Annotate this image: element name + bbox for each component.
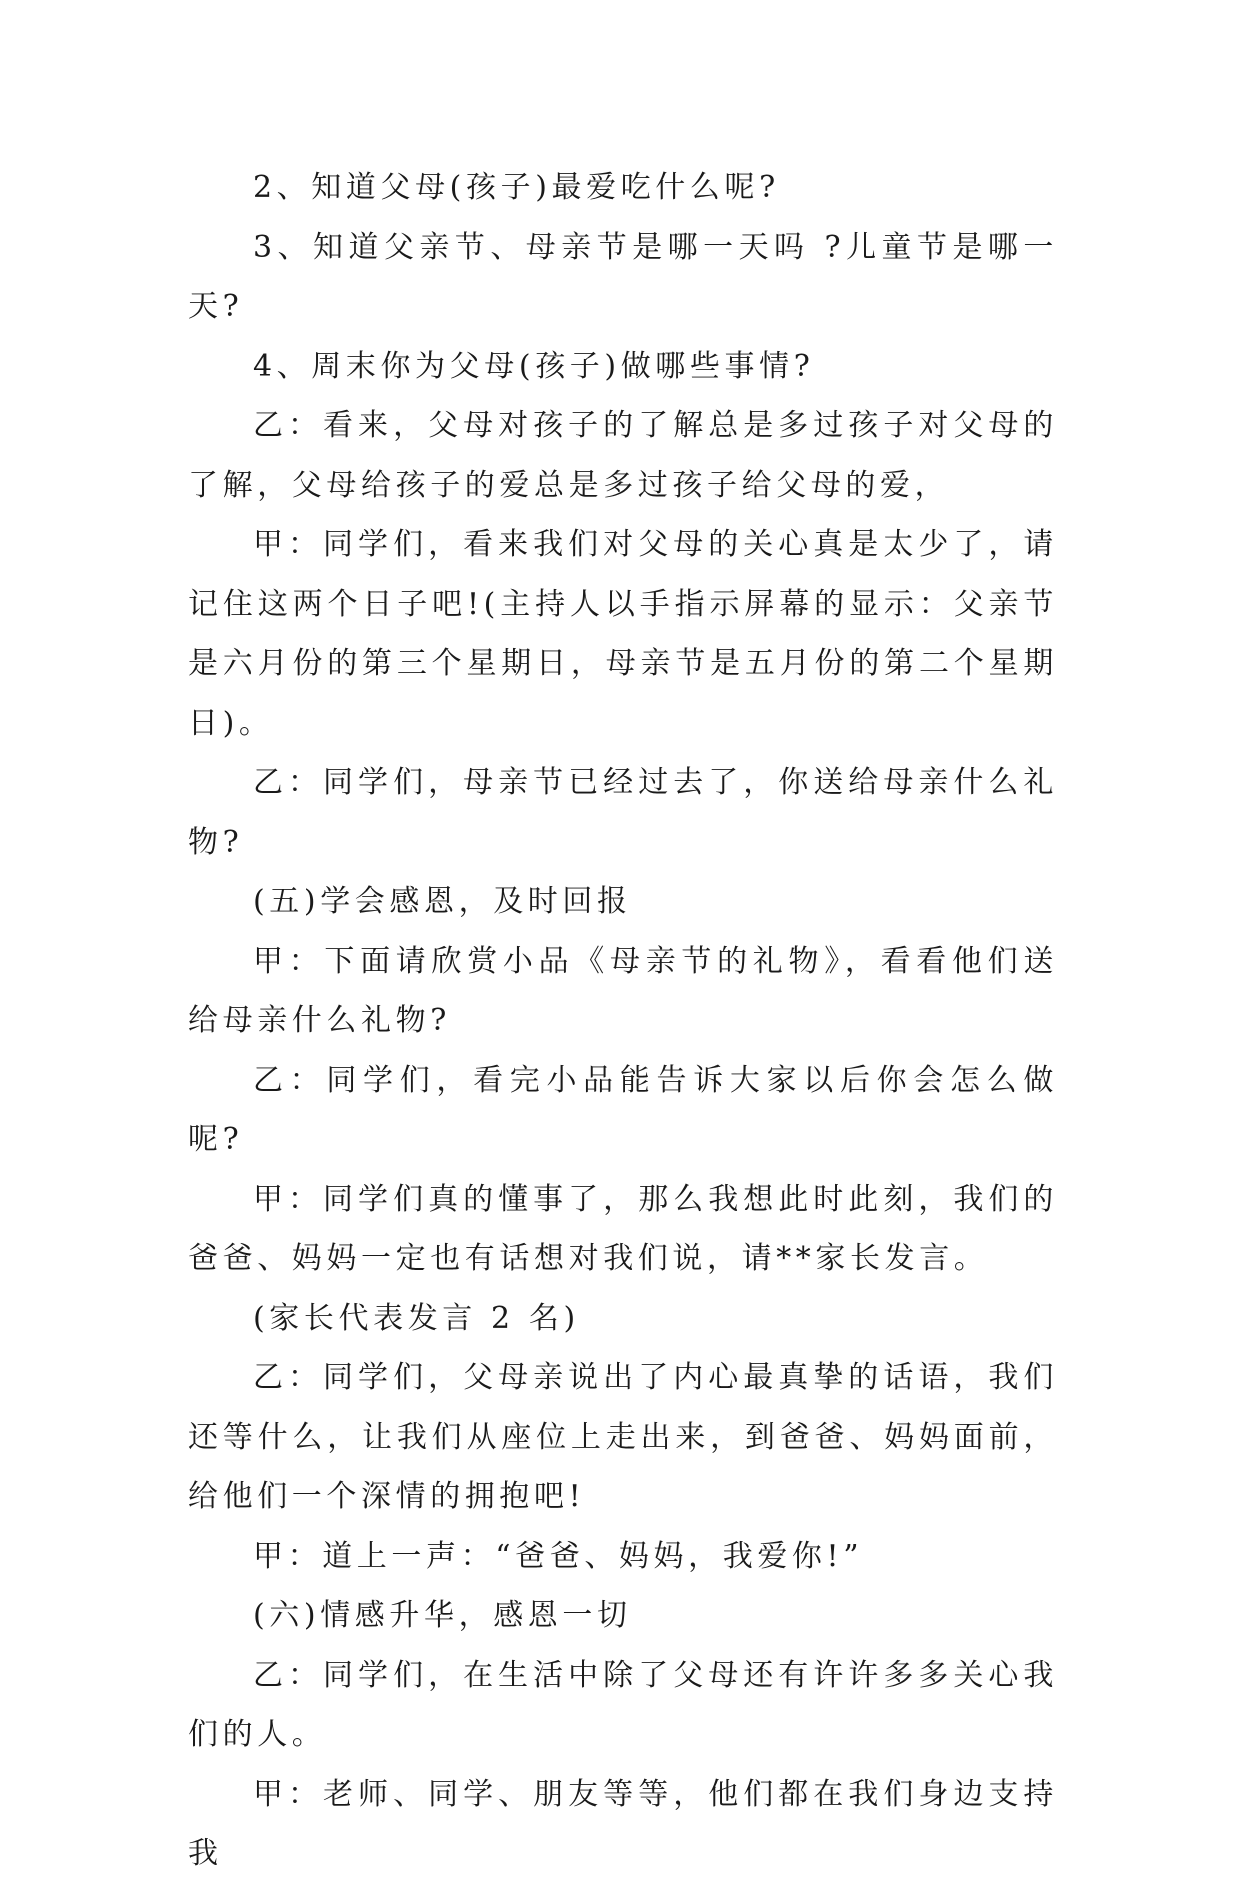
paragraph-jia-parent-speech: 甲：同学们真的懂事了，那么我想此时此刻，我们的爸爸、妈妈一定也有话想对我们说，请**家长发言。 bbox=[188, 1181, 1058, 1276]
paragraph-yi-hug: 乙：同学们，父母亲说出了内心最真挚的话语，我们还等什么，让我们从座位上走出来，到爸爸、妈妈面前，给他们一个深情的拥抱吧! bbox=[188, 1360, 1058, 1514]
paragraph-jia-teachers-friends: 甲：老师、同学、朋友等等，他们都在我们身边支持我 bbox=[188, 1776, 1058, 1871]
paragraph-question-4: 4、周末你为父母(孩子)做哪些事情? bbox=[253, 348, 815, 384]
paragraph-jia-i-love-you: 甲：道上一声：“爸爸、妈妈，我爱你!” bbox=[253, 1538, 864, 1574]
paragraph-question-2: 2、知道父母(孩子)最爱吃什么呢? bbox=[253, 170, 780, 205]
paragraph-yi-mothers-day-gift: 乙：同学们，母亲节已经过去了，你送给母亲什么礼物? bbox=[188, 765, 1058, 860]
section-heading-6: (六)情感升华，感恩一切 bbox=[253, 1598, 632, 1633]
paragraph-yi-others-care: 乙：同学们，在生活中除了父母还有许许多多关心我们的人。 bbox=[188, 1657, 1058, 1752]
section-heading-5: (五)学会感恩，及时回报 bbox=[253, 884, 632, 919]
document-body bbox=[188, 158, 1058, 1884]
paragraph-jia-remember-dates: 甲：同学们，看来我们对父母的关心真是太少了，请记住这两个日子吧!(主持人以手指示屏幕的显示：父亲节是六月份的第三个星期日，母亲节是五月份的第二个星期日)。 bbox=[188, 527, 1058, 741]
paragraph-question-3: 3、知道父亲节、母亲节是哪一天吗 ?儿童节是哪一天? bbox=[188, 229, 1058, 324]
paragraph-parent-representatives: (家长代表发言 2 名) bbox=[253, 1300, 580, 1336]
paragraph-jia-sketch: 甲：下面请欣赏小品《母亲节的礼物》，看看他们送给母亲什么礼物? bbox=[188, 943, 1058, 1038]
paragraph-yi-understanding: 乙：看来，父母对孩子的了解总是多过孩子对父母的了解，父母给孩子的爱总是多过孩子给父母的爱， bbox=[188, 408, 1058, 503]
paragraph-yi-after-sketch: 乙：同学们，看完小品能告诉大家以后你会怎么做呢? bbox=[188, 1062, 1058, 1157]
